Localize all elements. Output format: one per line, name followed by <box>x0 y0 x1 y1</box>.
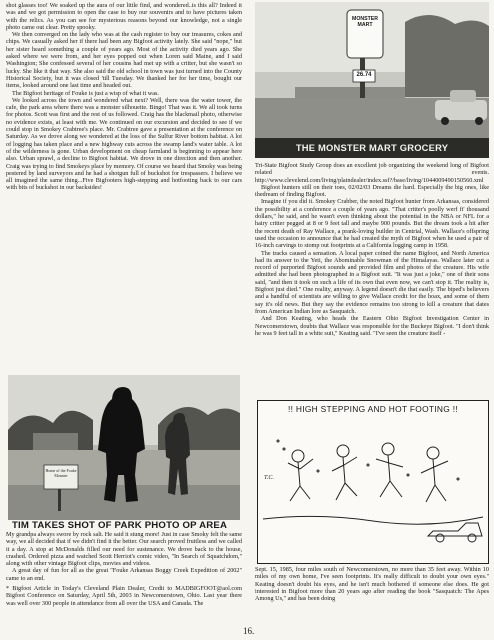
park-sign-text: Home of the Fouke Monster <box>45 468 77 478</box>
park-monster-photo <box>8 375 240 520</box>
sketch-caption: !! HIGH STEPPING AND HOT FOOTING !! <box>288 404 458 414</box>
right-bottom-text <box>255 566 489 602</box>
paragraph: shot glasses too! We soaked up the aura of our little find, and wondered..is this all? Indeed it was and we got permission to open the case to buy our souvenirs and to have pictures taken with the relics. As you can see for mysterious reasons beyond our knowledge, not a single photo came out clear. Pretty spooky. <box>6 2 242 31</box>
paragraph: Bigfoot hunters still on their toes, 02/02/03 Dreams die hard. Especially the big ones, like thedream of finding Bigfoot. <box>255 183 489 199</box>
hot-footing-sketch <box>257 400 489 564</box>
running-bigfooters-drawing <box>258 401 488 563</box>
left-photo-caption: TIM TAKES SHOT OF PARK PHOTO OP AREA <box>12 520 228 531</box>
right-photo-caption: THE MONSTER MART GROCERY <box>295 142 449 153</box>
park-scene-illustration <box>8 375 240 520</box>
artist-initials: T.C. <box>264 475 274 481</box>
paragraph: And Don Keating, who heads the Eastern Ohio Bigfoot Investigation Center in Newcomerstown, doubts that Wallace was responsible for the Buckeye Bigfoot. "I don't think he was 9 feet tall in a white suit," Keating said. "I've seen the creature itself - <box>255 315 489 337</box>
right-article-column <box>255 162 489 337</box>
paragraph: We then converged on the lady who was at the cash register to buy our treasures, cokes and chips. We casually asked her if there had been any Bigfoot activity lately. She said "nope," but her sister heard something a couple of years ago. Most of the activity died years ago. She asked where we were from, and her eyes popped out when Loren said Maine, and I said Washington; She confessed several of her cousins had met up with a critter, but she wasn't so lucky. She like it that way. She also said the old school in town was just turned into the County Historical Society, but it was closed 'till Tuesday. We thanked her for her time, bought our items, looked around one last time and headed out. <box>6 31 242 90</box>
monster-mart-photo <box>255 2 489 158</box>
left-bottom-text <box>6 531 242 607</box>
paragraph: Tri-State Bigfoot Study Group does an excellent job organizing the weekend long of Bigfoot related events. http://www.clevelend.com/living/plaindealer/index.ssf?/base/living/1044009490150560.xml <box>255 162 489 184</box>
paragraph: We looked across the town and wondered what next? Well, there was the water tower, the cafe, the park area where there was a monster silhouette. Bingo! That was it. We all took turns for photos. Scott was first and the rest of us followed. Craig has the blackmail photo, otherwise no evidence exists, at least with me. We continued on our excursion and decided to see if we could stop in Smokey Crabtree's place. Mr. Crabtree gave a presentation at the conference on Saturday. As we drove along we wondered at the loss of the Sulfur River bottom habitat. A lot of logging has taken place and a new highway cuts across the swamp land's water table. A lot of the wilderness is gone. Urban development on cheap farmland is beginning to appear here also. Urban sprawl, a decline to Bigfoot habitat. We drove in one direction and then another. Craig was trying to find Smokeys place by memory. Of course we heard that Smoky was being pestered by land surveyors and he had a shotgun full of buckshot for trespassers. I believe we all imagined the same thing...Five Bigfooters high-stepping and hotfooting back to our cars with bits of buckshot in our backsides! <box>6 96 242 192</box>
gas-price: 26.74 <box>356 72 372 78</box>
left-article-column <box>6 2 242 192</box>
paragraph: My grandpa always swore by rock salt. He said it stung more! Just in case Smoky felt the same way, we all decided that if we didn't find it the better. Our search proved fruitless and we called it a day. A stop at McDonalds filled our need for sustenance. We drove back to the house, crashed. Ordered pizza and watched Scott Herriot's comic video, "In Search of Squatchdom," along with other vintage Bigfoot clips, movies and videos. <box>6 531 242 568</box>
paragraph: Sept. 15, 1985, four miles south of Newcomerstown, no more than 35 feet away. Within 10 miles of my own home, I've seen footprints. It's really difficult to doubt your own eyes." Keating doesn't doubt his eyes, and he isn't much bothered if someone else does. He got interested in Bigfoot more than 20 years ago after reading the book "Sasquatch: The Apes Among Us," and has been doing <box>255 566 489 603</box>
page-number: 16. <box>243 626 255 636</box>
paragraph: The Bigfoot heritage of Fouke is just a wisp of what it was. <box>12 89 159 97</box>
monster-mart-sign: MONSTER MART <box>352 16 378 28</box>
footnote: * Bigfoot Article in Today's Cleveland Plain Dealer, Credit to MADBIGFOOT@aol.com Bigfoot Conference on Saturday, April 5th, 2003 in Newcomerstown, Ohio. Last year there was well over 300 people in attendance from all over the USA and Canada. The <box>6 585 242 607</box>
paragraph: Imagine if you did it. Smokey Crabber, the noted Bigfoot hunter from Arkansas, considered the possibility at a conference a couple of years ago. "That critter's poolly werf fi' thousand dollars," he said, and he wasn't even thinking about the potential in the NBA or NFL for a hairy critter pegged at 8 or 9 feet tall and maybe 900 pounds. But the dream took a hit after the recent death of Ray Wallace, a prank-loving builder in Centrial, Wash. Wallace's offspring used the occasion to announce that he had created the myth of Bigfoot when he used a pair of 16-inch carvings to stomp out footprints at a California logging camp in 1958. <box>255 198 489 250</box>
paragraph: A great day of fun for all as the great "Fouke Arkansas Boggy Creek Expedition of 2002" came to an end. <box>6 567 242 582</box>
paragraph: The tracks caused a sensation. A local paper coined the name Bigfoot, and North America had its answer to the Yeti, the Abominable Snowman of the Himalayas. Wallace later cut a record of purported Bigfoot sounds and provided film and photos of the creature. His wife admitted she had been photographed in a Bigfoot suit. "It was just a joke," one of their sons said, "and then it took on such a life of its own that even now, we can't stop it. The reality is, Bigfoot just died." One reality, anyway. A legend doesn't die that easily. The biped's believers and a handful of scientists are willing to give Wallace credit for the hoax, and some of them say it's old news. But they say the evidence remains too strong to kill a creature that dates from American Indian lore as Sasquatch. <box>255 249 489 315</box>
